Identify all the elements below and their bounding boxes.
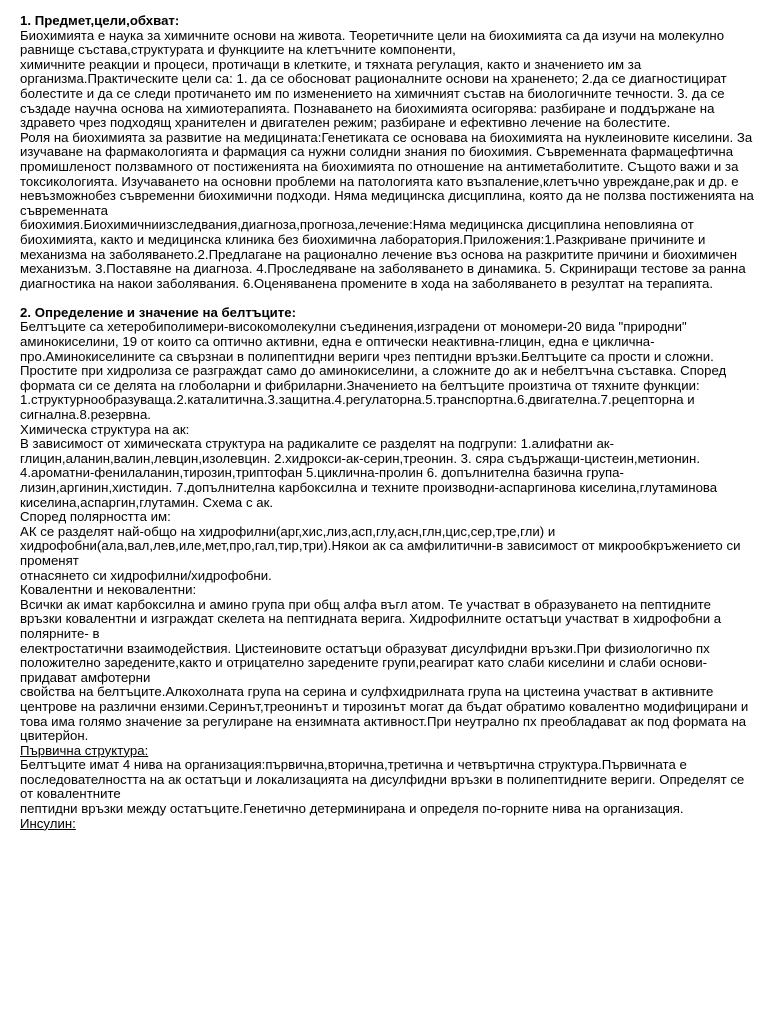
section-2-paragraph: Белтъците са хетеробиполимери-високомолекулни съединения,изградени от мономери-20 вида "природни" аминокиселини, 19 от които са оптично активни, една е оптически неактивна-глицин, една е циклична-про.Аминокиселините са свързнаи в полипептидни вериги чрез пептидни връзки.Белтъците са прости и сложни.: [20, 319, 714, 364]
section-spacer: [20, 291, 755, 306]
section-2-paragraph: Всички ак имат карбоксилна и амино група при общ алфа въгл атом. Те участват в образуването на пептидните връзки ковалентни и изграждат скелета на пептидната верига. Хидрофилните остатъци участват в хидрофобни а полярните- в: [20, 596, 722, 641]
insulin-subheading: Инсулин:: [20, 815, 76, 831]
section-2-paragraph: АК се разделят най-общо на хидрофилни(арг,хис,лиз,асп,глу,асн,глн,цис,сер,тре,гли) и хидрофобни(ала,вал,лев,иле,мет,про,гал,тир,три).Някои ак са амфилитични-в зависимост от микрообкръжението си променят: [20, 523, 741, 568]
primary-structure-paragraph: Белтъците имат 4 нива на организация:първична,вторична,третична и четвъртична структура.Първичната е последователността на ак остатъци и локализацията на дисулфидни връзки в полипептидните вериги. Определят се от ковалентните: [20, 757, 745, 802]
section-2-paragraph: Ковалентни и нековалентни:: [20, 582, 197, 598]
section-2-paragraph: Простите при хидролиза се разграждат само до аминокиселини, а сложните до ак и небелтъчна съставка. Според формата си се делята на глоболарни и фибриларни.Значението на белтъците произтича от тяхните функции:: [20, 363, 727, 393]
section-2-paragraph: Химическа структура на ак:: [20, 421, 190, 437]
section-1-paragraph: биохимия.Биохимичниизследвания,диагноза,прогноза,лечение:Няма медицинска дисциплина неповлияна от биохимията, както и медицинска клиника без биохимична лаборатория.Приложения:1.Разкриване причините и механизма на заболяването.2.Предлагане на рационално лечение въз основа на разкритите причини и биохимичен механизъм. 3.Поставяне на диагноза. 4.Проследяване на заболяването в динамика. 5. Скриниращи тестове за ранна диагностика на накои заболявания. 6.Оценяванена промените в хода на заболяването в резултат на терапията.: [20, 217, 746, 291]
primary-structure-paragraph: пептидни връзки между остатъците.Генетично детерминирана и определя по-горните нива на организация.: [20, 801, 684, 817]
section-1-paragraph: Биохимията е наука за химичните основи на живота. Теоретичните цели на биохимията са да изучи на молекулно равнище състава,структурата и функциите на клетъчните компоненти,: [20, 27, 725, 58]
section-1-paragraph: Роля на биохимията за развитие на медицината:Генетиката се основава на биохимията на нуклеиновите киселини. За изучаване на фармакологията и фармация са нужни солидни знания по биохимия. Съвременната фармацефтична промишленост ползвамного от постиженията на биохимията по отношение на антиметаболитите. Същото важи и за токсикологията. Изучаването на основни проблеми на патологията като възпаление,клетъчно увреждане,рак и др. е невъзможнобез съвременни биохимични подходи. Няма медицинска дисциплина, която да не ползва постиженията на съвременната: [20, 129, 754, 218]
section-2-paragraph: Според полярността им:: [20, 509, 171, 525]
section-2-paragraph: 1.структурнообразуваща.2.каталитична.3.защитна.4.регулаторна.5.транспортна.6.двигателна.7.рецепторна и сигнална.8.резервна.: [20, 392, 695, 423]
section-2-paragraph: В зависимост от химическата структура на радикалите се разделят на подгрупи: 1.алифатни ак-глицин,аланин,валин,левцин,изолевцин. 2.хидрокси-ак-серин,треонин. 3. сяра съдържащи-цистеин,метионин.: [20, 436, 701, 466]
section-2-paragraph: отнасянето си хидрофилни/хидрофобни.: [20, 567, 272, 583]
section-1-heading: 1. Предмет,цели,обхват:: [20, 13, 180, 28]
section-2-heading: 2. Определение и значение на белтъците:: [20, 304, 297, 320]
section-2-paragraph: киселина,аспаргин,глутамин. Схема с ак.: [20, 494, 274, 510]
section-1-paragraph: химичните реакции и процеси, протичащи в клетките, и тяхната регулация, както и значението им за организма.Практическите цели са: 1. да се обосноват рационалните основи на храненето; 2.да се диагностицират болестите и да се следи протичането им по изменението на химичният състав на биологичните течности. 3. да се създаде научна основа на химиотерапията. Познаването на биохимията осигорява: разбиране и поддържане на здравето чрез подходящ хранителен и двигателен режим; разбиране и ефективно лечение на болестите.: [20, 56, 727, 131]
section-2-paragraph: 4.ароматни-фенилаланин,тирозин,триптофан 5.циклична-пролин 6. допълнителна базична група-лизин,аргинин,хистидин. 7.допълнителна карбоксилна и техните производни-аспаргинова киселина,глутаминова: [20, 465, 718, 495]
primary-structure-subheading: Първична структура:: [20, 742, 149, 758]
document-body: [20, 14, 755, 831]
section-2-paragraph: електростатични взаимодействия. Цистеиновите остатъци образуват дисулфидни връзки.При физиологично пх положително заредените,както и отрицателно заредените групи,реагират като слаби киселини и слаби основи-придават амфотерни: [20, 640, 710, 685]
section-2-paragraph: свойства на белтъците.Алкохолната група на серина и сулфхидрилната група на цистеина участват в активните центрове на различни ензими.Серинът,треонинът и тирозинът могат да бъдат обратимо ковалентно модифицирани и това има голямо значение за регулиране на ензимната активност.При неутрално пх преобладават ак под формата на цвитерйон.: [20, 684, 749, 744]
